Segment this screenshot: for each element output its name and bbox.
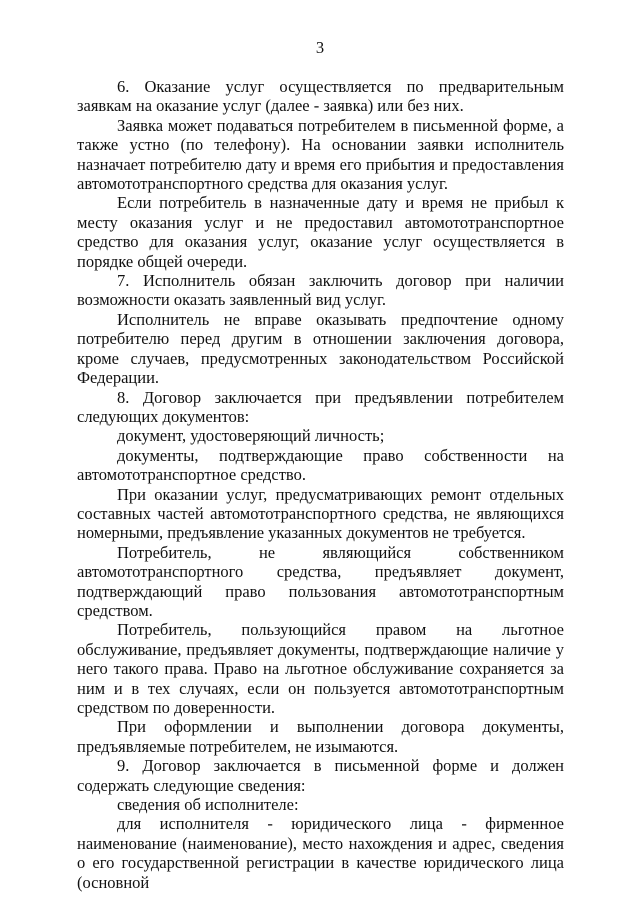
document-body [77, 77, 564, 892]
paragraph-ownership-documents: документы, подтверждающие право собственности на автомототранспортное средство. [77, 445, 564, 485]
paragraph-privileged-service: Потребитель, пользующийся правом на льготное обслуживание, предъявляет документы, подтверждающие наличие у него такого права. Право на льготное обслуживание сохраняется за ним и в тех случаях, если он пользуется автомототранспортным средством по доверенности. [77, 620, 564, 717]
paragraph-application-form: Заявка может подаваться потребителем в письменной форме, а также устно (по телефону). На основании заявки исполнитель назначает потребителю дату и время его прибытия и предоставления автомототранспортного средства для оказания услуг. [77, 115, 564, 194]
paragraph-no-preference: Исполнитель не вправе оказывать предпочтение одному потребителю перед другим в отношении заключения договора, кроме случаев, предусмотренных законодательством Российской Федерации. [77, 309, 564, 388]
paragraph-7-obligation: 7. Исполнитель обязан заключить договор при наличии возможности оказать заявленный вид услуг. [77, 271, 564, 310]
paragraph-contractor-info: сведения об исполнителе: [117, 795, 299, 815]
paragraph-identity-document: документ, удостоверяющий личность; [117, 426, 385, 446]
paragraph-documents-not-withdrawn: При оформлении и выполнении договора документы, предъявляемые потребителем, не изымаются. [77, 717, 564, 756]
paragraph-non-owner: Потребитель, не являющийся собственником автомототранспортного средства, предъявляет документ, подтверждающий право пользования автомототранспортным средством. [77, 542, 564, 620]
paragraph-missed-appointment: Если потребитель в назначенные дату и время не прибыл к месту оказания услуг и не предоставил автомототранспортное средство для оказания услуг, оказание услуг осуществляется в порядке общей очереди. [77, 193, 564, 271]
paragraph-repair-exception: При оказании услуг, предусматривающих ремонт отдельных составных частей автомототранспортного средства, не являющихся номерными, предъявление указанных документов не требуется. [77, 484, 564, 543]
paragraph-9-contract-content: 9. Договор заключается в письменной форме и должен содержать следующие сведения: [77, 756, 564, 795]
paragraph-legal-entity: для исполнителя - юридического лица - фирменное наименование (наименование), место нахождения и адрес, сведения о его государственной регистрации в качестве юридического лица (основной [77, 814, 564, 892]
paragraph-6-applications: 6. Оказание услуг осуществляется по предварительным заявкам на оказание услуг (далее - заявка) или без них. [77, 77, 564, 116]
paragraph-8-documents: 8. Договор заключается при предъявлении потребителем следующих документов: [77, 387, 564, 426]
page-number: 3 [315, 38, 325, 57]
